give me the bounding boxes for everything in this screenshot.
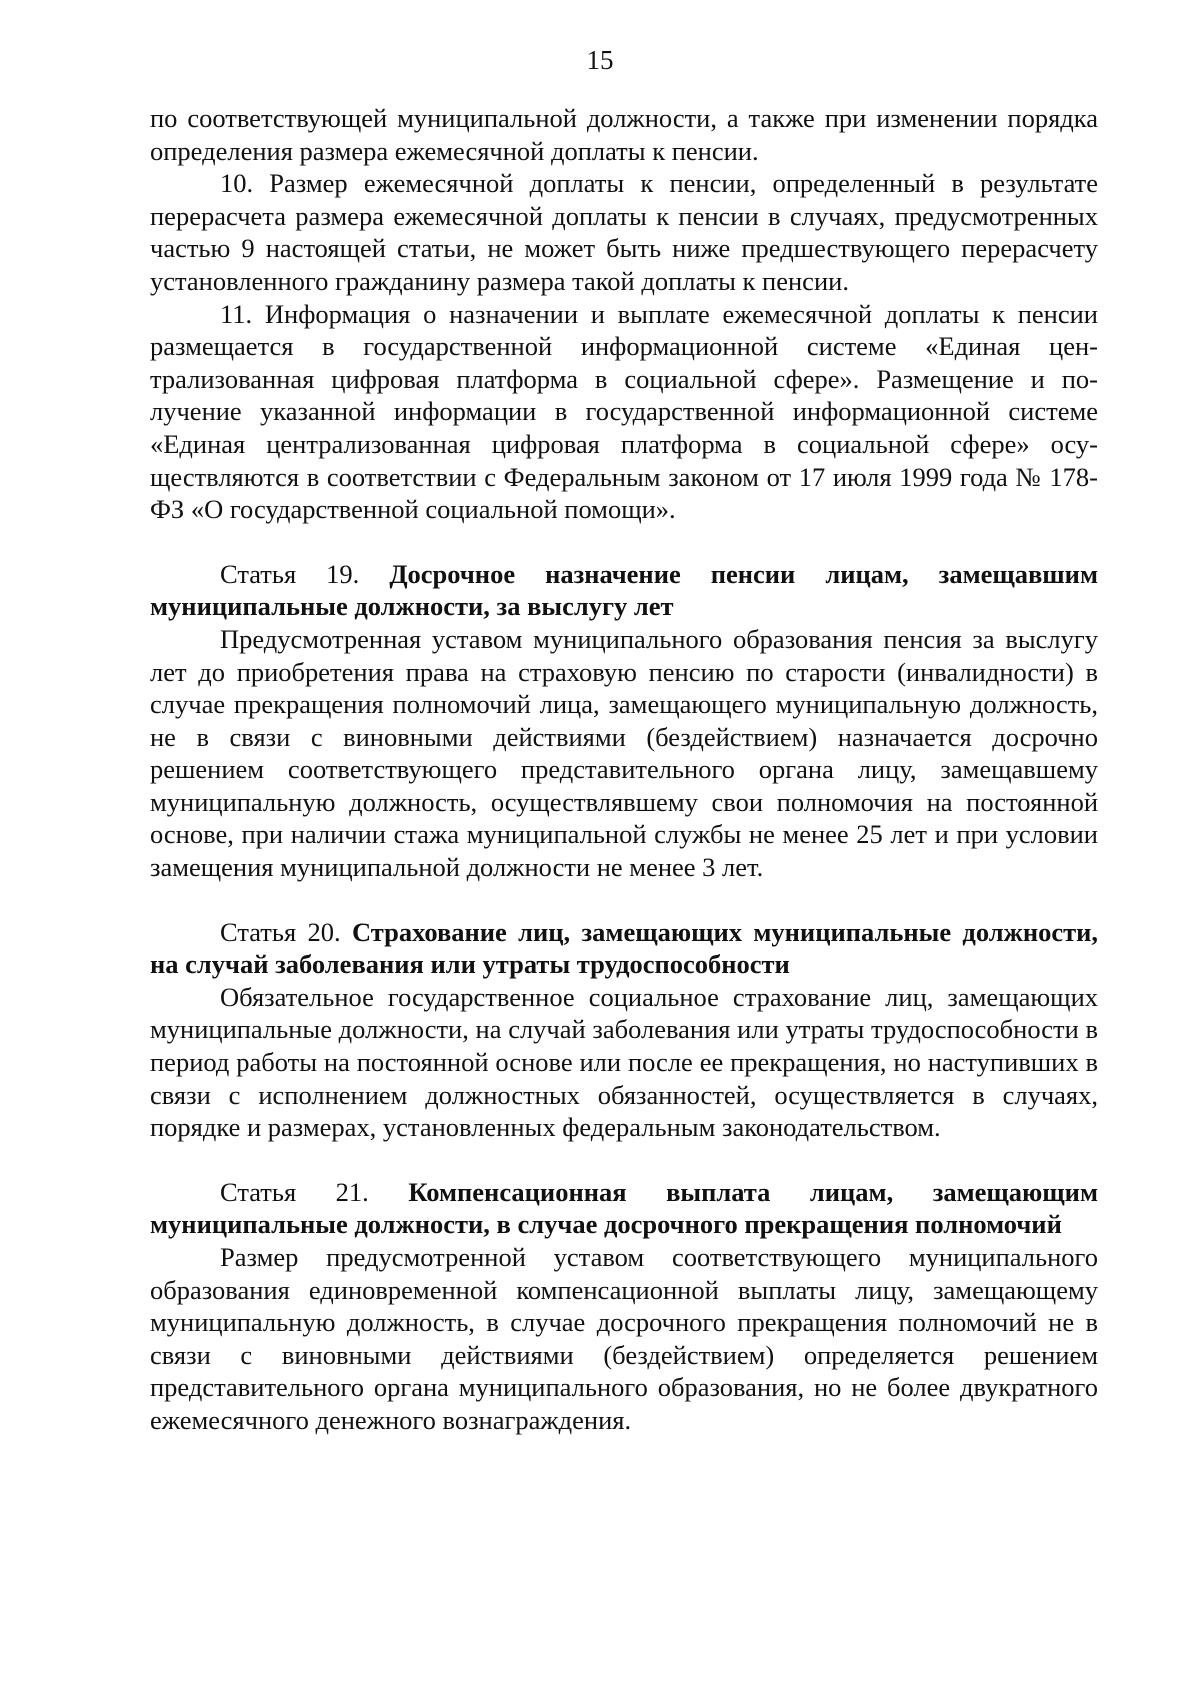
- article-20-title: Страхование лиц, замещающих муниципальные должности, на случай заболевания или утраты трудоспособности: [150, 916, 1099, 980]
- article-19-title: Досрочное назначение пенсии лицам, замещавшим муниципальные должности, за выслугу лет: [150, 558, 1099, 622]
- page-number: 15: [586, 45, 614, 75]
- paragraph-continuation: по соответствующей муниципальной должности, а также при изменении порядка определения размера ежемесячной доплаты к пенсии.: [150, 103, 1098, 166]
- article-20-label: Статья 20.: [220, 916, 341, 947]
- article-21-text: Размер предусмотренной уставом соответствующего муниципального образования единовременной компенсационной выплаты лицу, замещающему муниципальную должность, в случае досрочного прекращения полномочий не в связи с виновными действиями (бездействием) определяется решением представительного органа муниципального образования, но не более двукратного ежемесячного денежного вознаграждения.: [150, 1242, 1098, 1435]
- article-19-text: Предусмотренная уставом муниципального образования пенсия за выслугу лет до приобретения права на страховую пенсию по старости (инвалидности) в случае прекращения полномочий лица, замещающего муниципальную должность, не в связи с виновными действиями (бездействием) назначается досрочно решением соответствующего представительного органа лицу, замещавшему муниципальную должность, осуществлявшему свои полномочия на постоянной основе, при наличии стажа муниципальной службы не менее 25 лет и при условии замещения муниципальной должности не менее 3 лет.: [150, 623, 1098, 883]
- article-19-heading: [150, 558, 1098, 623]
- paragraph-11: 11. Информация о назначении и выплате ежемесячной доплаты к пенсии размещается в государственной информационной системе «Единая централизованная цифровая платформа в социальной сфере». Размещение и получение указанной информации в государственной информационной системе «Единая централизованная цифровая платформа в социальной сфере» осуществляются в соответствии с Федеральным законом от 17 июля 1999 года № 178-ФЗ «О государственной социальной помощи».: [150, 298, 1098, 525]
- article-19-label: Статья 19.: [220, 558, 360, 589]
- article-20-text: Обязательное государственное социальное страхование лиц, замещающих муниципальные должности, на случай заболевания или утраты трудоспособности в период работы на постоянной основе или после ее прекращения, но наступивших в связи с исполнением должностных обязанностей, осуществляется в случаях, порядке и размерах, установленных федеральным законодательством.: [150, 981, 1098, 1143]
- document-body: [150, 102, 1098, 1437]
- article-20-heading: [150, 916, 1098, 981]
- article-21-heading: [150, 1176, 1098, 1241]
- paragraph-10: 10. Размер ежемесячной доплаты к пенсии, определенный в результате перерасчета размера ежемесячной доплаты к пенсии в случаях, предусмотренных частью 9 настоящей статьи, не может быть ниже предшествующего перерасчету установленного гражданину размера такой доплаты к пенсии.: [150, 168, 1098, 296]
- article-21-title: Компенсационная выплата лицам, замещающим муниципальные должности, в случае досрочного прекращения полномочий: [150, 1176, 1099, 1240]
- article-21-label: Статья 21.: [220, 1176, 369, 1207]
